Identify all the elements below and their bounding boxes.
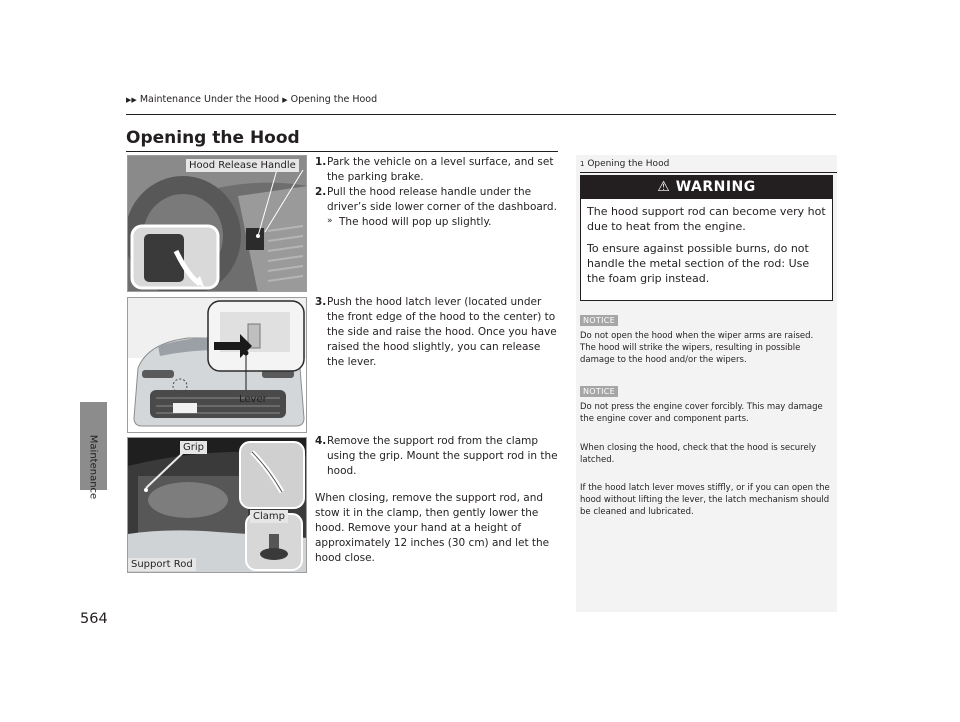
step-2 — [315, 185, 560, 230]
step-1 — [315, 155, 560, 185]
notes-heading — [580, 159, 669, 169]
notice-text: Do not open the hood when the wiper arms are raised. The hood will strike the wipers, resulting in possible damage to the hood and/or the wipers. — [580, 331, 814, 365]
notes-heading-text: Opening the Hood — [587, 159, 670, 169]
lever-label: Lever — [239, 394, 267, 405]
steps-group-3 — [315, 434, 560, 566]
breadcrumb — [126, 94, 377, 105]
notes-rule — [580, 172, 837, 173]
support-rod-label: Support Rod — [128, 558, 196, 571]
step-text: Remove the support rod from the clamp using the grip. Mount the support rod in the hood. — [327, 435, 558, 477]
breadcrumb-arrow-icon: ▶▶ — [126, 96, 137, 104]
warning-label: WARNING — [675, 179, 756, 195]
grip-label: Grip — [180, 441, 207, 454]
breadcrumb-separator-icon: ▶ — [282, 96, 288, 104]
step-number: 3. — [315, 296, 327, 308]
chapter-label: Maintenance — [87, 434, 99, 500]
page-title: Opening the Hood — [126, 128, 300, 148]
step-text: Pull the hood release handle under the driver’s side lower corner of the dashboard. — [327, 186, 557, 213]
title-rule — [126, 151, 558, 152]
step-result-text: The hood will pop up slightly. — [339, 216, 492, 228]
notes-panel — [576, 155, 837, 612]
page-number: 564 — [80, 611, 108, 627]
step-3 — [315, 295, 560, 370]
warning-text-1: The hood support rod can become very hot due to heat from the engine. — [587, 205, 826, 233]
step-number: 2. — [315, 186, 327, 198]
step-result — [327, 215, 560, 230]
notice-badge: NOTICE — [580, 386, 618, 397]
result-arrow-icon: » — [327, 216, 333, 226]
breadcrumb-current: Opening the Hood — [290, 94, 378, 105]
support-rod-figure — [127, 437, 307, 573]
warning-header — [581, 176, 832, 199]
closing-paragraph: When closing, remove the support rod, and stow it in the clamp, then gently lower the hood. Remove your hand at a height of approximately 12 inches (30 cm) and let the hood close. — [315, 492, 550, 564]
steps-group-2 — [315, 295, 560, 370]
step-text: Park the vehicle on a level surface, and set the parking brake. — [327, 156, 554, 183]
step-text: Push the hood latch lever (located under the front edge of the hood to the center) to the side and raise the hood. Once you have raised the hood slightly, you can release the lever. — [327, 296, 557, 368]
note-paragraph: When closing the hood, check that the hood is securely latched. — [580, 443, 817, 465]
notice-badge: NOTICE — [580, 315, 618, 326]
hood-release-handle-label: Hood Release Handle — [186, 159, 299, 172]
hood-release-figure — [127, 155, 307, 292]
header-rule — [126, 114, 836, 115]
step-4 — [315, 434, 560, 479]
clamp-label: Clamp — [250, 510, 288, 523]
step-number: 1. — [315, 156, 327, 168]
reference-icon: 1 — [580, 160, 585, 168]
step-number: 4. — [315, 435, 327, 447]
breadcrumb-parent-link[interactable]: Maintenance Under the Hood — [139, 94, 280, 105]
warning-body — [581, 199, 832, 291]
note-paragraph: If the hood latch lever moves stiffly, or if you can open the hood without lifting the lever, the latch mechanism should be cleaned and lubricated. — [580, 483, 830, 517]
warning-text-2: To ensure against possible burns, do not handle the metal section of the rod: Use the foam grip instead. — [587, 242, 810, 285]
warning-triangle-icon: ⚠ — [657, 179, 671, 195]
warning-box — [580, 175, 833, 301]
steps-group-1 — [315, 155, 560, 230]
notice-text: Do not press the engine cover forcibly. This may damage the engine cover and component parts. — [580, 402, 823, 424]
hood-latch-figure — [127, 297, 307, 433]
